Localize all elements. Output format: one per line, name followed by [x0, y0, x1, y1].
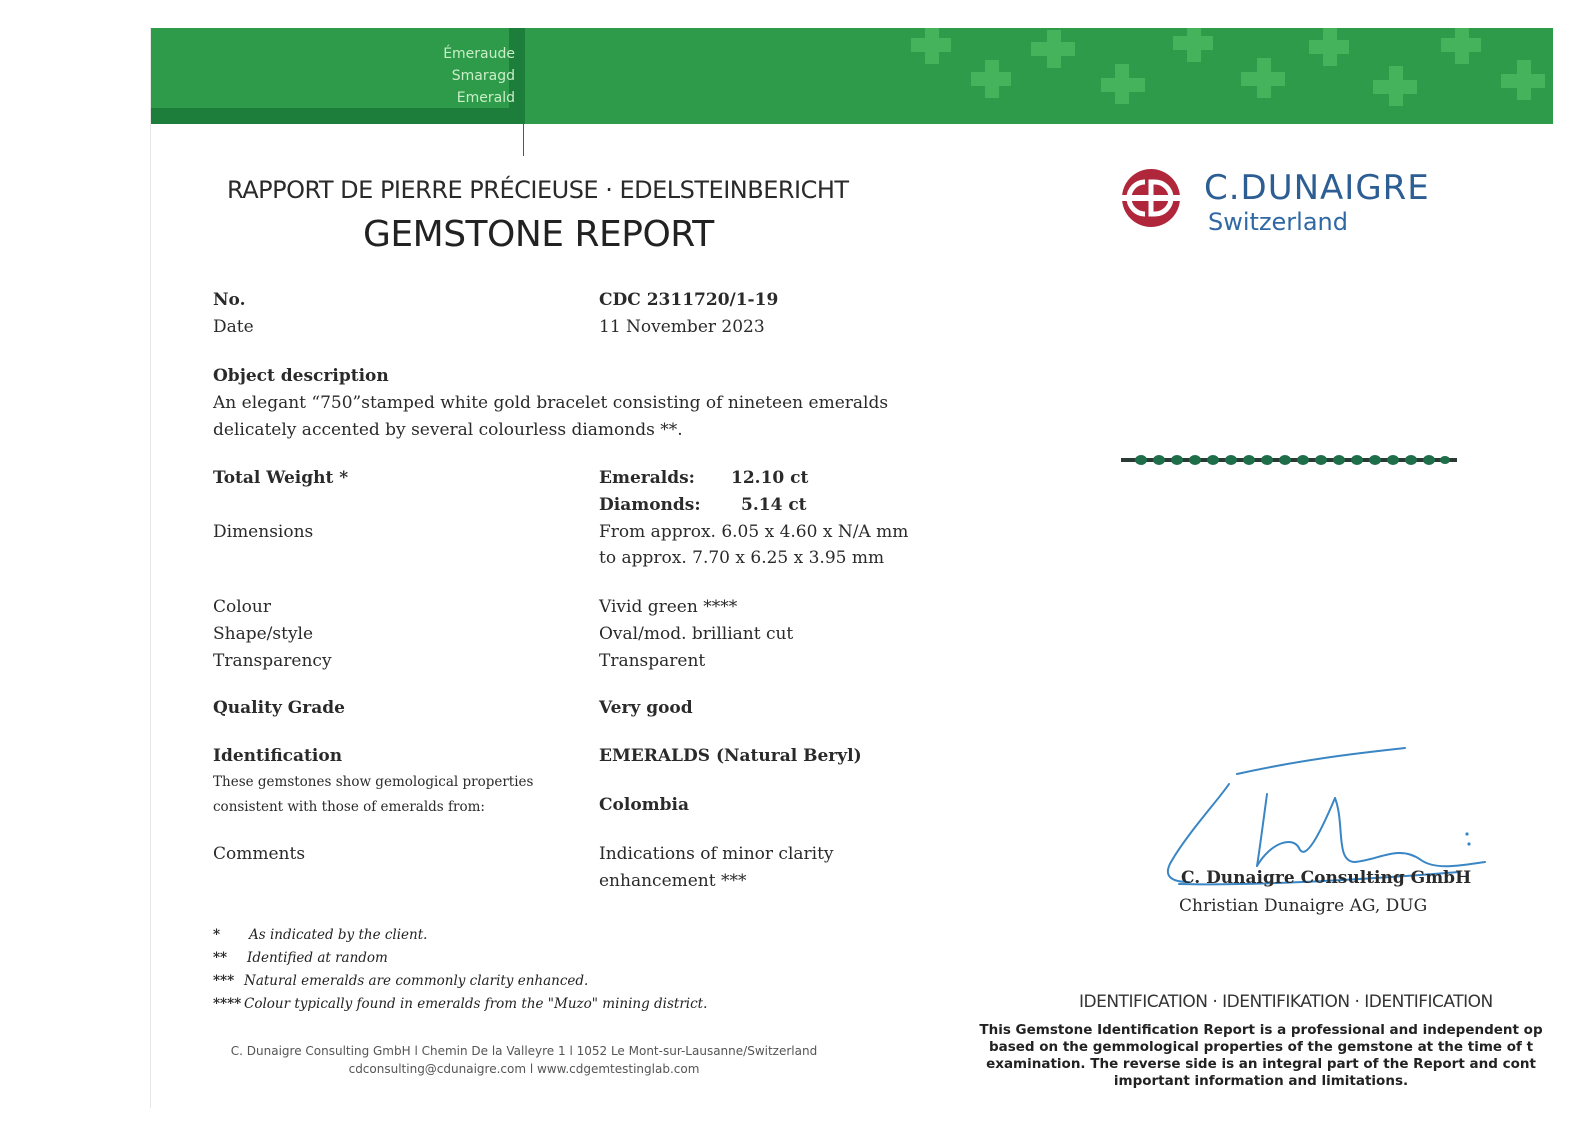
identification-note-line1: These gemstones show gemological properties: [213, 774, 534, 790]
footnote-1-mark: *: [213, 927, 221, 943]
emeralds-label: Emeralds:: [599, 468, 695, 488]
brand-country: Switzerland: [1208, 208, 1348, 236]
comments-label: Comments: [213, 844, 306, 864]
object-description-label: Object description: [213, 366, 389, 386]
transparency-label: Transparency: [213, 651, 332, 671]
footnote-2-mark: **: [213, 950, 228, 966]
identification-heading: IDENTIFICATION · IDENTIFIKATION · IDENTIFICATION: [1079, 992, 1493, 1012]
disclaimer-line4: important information and limitations.: [1113, 1073, 1409, 1089]
transparency-value: Transparent: [599, 651, 706, 671]
footnote-4: [213, 996, 707, 1012]
footnote-4-mark: ****: [213, 996, 242, 1012]
date-value: 11 November 2023: [599, 317, 765, 337]
dimensions-label: Dimensions: [213, 522, 314, 542]
report-subtitle: RAPPORT DE PIERRE PRÉCIEUSE · EDELSTEINBERICHT: [227, 176, 849, 204]
report-page: [150, 28, 1553, 1108]
footnote-2: [213, 950, 388, 966]
report-title: GEMSTONE REPORT: [363, 214, 714, 255]
footnote-1-text: As indicated by the client.: [249, 927, 428, 943]
footer-address: C. Dunaigre Consulting GmbH l Chemin De la Valleyre 1 l 1052 Le Mont-sur-Lausanne/Switzerland: [230, 1044, 818, 1058]
diamonds-label: Diamonds:: [599, 495, 701, 515]
footnote-1: [213, 927, 427, 943]
shape-value: Oval/mod. brilliant cut: [599, 624, 794, 644]
language-french: Émeraude: [443, 46, 515, 62]
disclaimer-line2: based on the gemmological properties of the gemstone at the time of t: [988, 1039, 1534, 1055]
date-label: Date: [213, 317, 254, 337]
origin-value: Colombia: [599, 795, 690, 815]
disclaimer-line1: This Gemstone Identification Report is a professional and independent op: [979, 1022, 1543, 1038]
footnote-3: [213, 973, 588, 989]
footnote-2-text: Identified at random: [247, 950, 388, 966]
disclaimer-text: [969, 1022, 1553, 1090]
identification-note-line2: consistent with those of emeralds from:: [213, 799, 485, 815]
banner-pattern: [911, 28, 1553, 124]
dimensions-line1: From approx. 6.05 x 4.60 x N/A mm: [599, 522, 909, 542]
header-banner: [151, 28, 1553, 124]
identification-value: EMERALDS (Natural Beryl): [599, 746, 862, 766]
language-german: Smaragd: [451, 68, 515, 84]
bracelet-image: [1121, 454, 1457, 466]
shape-label: Shape/style: [213, 624, 314, 644]
footnote-3-mark: ***: [213, 973, 235, 989]
quality-grade-label: Quality Grade: [213, 698, 345, 718]
total-weight-label: Total Weight *: [213, 468, 349, 488]
object-description-line2: delicately accented by several colourless diamonds **.: [213, 420, 683, 440]
dimensions-line2: to approx. 7.70 x 6.25 x 3.95 mm: [599, 548, 885, 568]
object-description-line1: An elegant “750”stamped white gold bracelet consisting of nineteen emeralds: [213, 393, 889, 413]
report-number-value: CDC 2311720/1-19: [599, 290, 779, 310]
footnote-4-text: Colour typically found in emeralds from the "Muzo" mining district.: [244, 996, 708, 1012]
comments-line2: enhancement ***: [599, 871, 747, 891]
comments-line1: Indications of minor clarity: [599, 844, 834, 864]
language-english: Emerald: [456, 90, 515, 106]
signature-company: C. Dunaigre Consulting GmbH: [1181, 868, 1472, 888]
banner-band: [151, 108, 525, 124]
identification-label: Identification: [213, 746, 343, 766]
disclaimer-line3: examination. The reverse side is an integral part of the Report and cont: [986, 1056, 1536, 1072]
colour-label: Colour: [213, 597, 271, 617]
footnote-3-text: Natural emeralds are commonly clarity enhanced.: [244, 973, 589, 989]
colour-value: Vivid green ****: [599, 597, 738, 617]
signature-person: Christian Dunaigre AG, DUG: [1179, 896, 1428, 916]
emeralds-weight: 12.10 ct: [731, 468, 809, 488]
cd-logo-icon: [1121, 168, 1181, 228]
diamonds-weight: 5.14 ct: [741, 495, 807, 515]
footer-contact: cdconsulting@cdunaigre.com l www.cdgemtestinglab.com: [348, 1062, 700, 1076]
brand-name: C.DUNAIGRE: [1204, 168, 1430, 208]
quality-grade-value: Very good: [599, 698, 693, 718]
report-number-label: No.: [213, 290, 246, 310]
banner-divider-line: [523, 124, 524, 156]
